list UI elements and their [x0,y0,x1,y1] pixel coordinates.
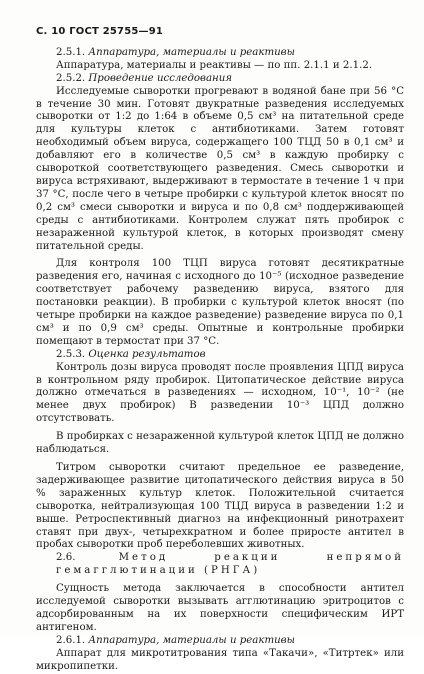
section-number: 2.5.3. [56,348,86,360]
section-heading-2-6 [36,552,404,578]
paragraph-virus-control: Для контроля 100 ТЦП вируса готовят десятикратные разведения его, начиная с исходного до 10⁻⁵ (исходное разведение соответствует рабочему разведению вируса, взятого для постановки реакции). В пробирки с культурой клеток вносят (по четыре пробирки на каждое разведение) разведение вируса по 0,1 см³ и по 0,9 см³ среды. Опытные и контрольные пробирки помещают в термостат при 37 °С. [36,258,404,347]
paragraph-procedure: Исследуемые сыворотки прогревают в водяной бане при 56 °С в течение 30 мин. Готовят двукратные разведения исследуемых сыворотки от 1:2 до 1:64 в объеме 0,5 см³ на питательной среде для культуры клеток с антибиотиками. Затем готовят необходимый объем вируса, содержащего 100 ТЦД 50 в 0,1 см³ и добавляют его в количестве 0,5 см³ в каждую пробирку с сывороткой соответствующего разведения. Смесь сыворотки и вируса встряхивают, выдерживают в термостате в течение 1 ч при 37 °С, после чего в четыре пробирки с культурой клеток вносят по 0,2 см³ смеси сыворотки и вируса и по 0,8 см³ поддерживающей среды с антибиотиками. Контролем служат пять пробирок с незараженной культурой клеток, в которых производят смену питательной среды. [36,85,404,252]
paragraph-titer: Титром сыворотки считают предельное ее разведение, задерживающее развитие цитопатического действия вируса в 50 % зараженных культур клеток. Положительной считается сыворотка, нейтрализующая 100 ТЦД вируса в разведении 1:2 и выше. Ретроспективный диагноз на инфекционный ринотрахеит ставят при двух-, четырехкратном и более приросте антител в пробах сыворотки проб переболевших животных. [36,462,404,551]
section-heading-2-5-2 [36,73,404,86]
section-title: Проведение исследования [88,72,233,84]
paragraph-apparatus: Аппарат для микротитрования типа «Такачи», «Титртек» или микропипетки. [36,647,404,672]
section-number: 2.5.2. [56,72,86,84]
section-number: 2.6. [56,552,76,564]
paragraph-uninfected: В пробирках с незараженной культурой клеток ЦПД не должно наблюдаться. [36,431,404,456]
paragraph-method-essence: Сущность метода заключается в способности антител исследуемой сыворотки вызывать агглютинацию эритроцитов с адсорбированным на их поверхности специфическим ИРТ антигеном. [36,583,404,633]
page-header: С. 10 ГОСТ 25755—91 [36,26,164,37]
section-title: Оценка результатов [88,348,206,360]
section-heading-2-5-1 [36,47,404,60]
paragraph-equipment: Аппаратура, материалы и реактивы — по пп. 2.1.1 и 2.1.2. [56,59,373,71]
section-title: Аппаратура, материалы и реактивы [88,46,295,58]
section-number: 2.5.1. [56,46,86,58]
paragraph-dose-control: Контроль дозы вируса проводят после проявления ЦПД вируса в контрольном ряду пробирок. Цитопатическое действие вируса должно отмечаться в разведениях — исходном, 10⁻¹, 10⁻² (не менее двух пробирок) В разведении 10⁻³ ЦПД должно отсутствовать. [36,361,404,425]
section-title: Аппаратура, материалы и реактивы [88,634,295,646]
section-heading-2-6-1 [36,635,404,648]
section-number: 2.6.1. [56,634,86,646]
section-heading-2-5-3 [36,349,404,362]
section-title: Метод реакции непрямой гемагглютинации (РНГА) [56,552,404,577]
